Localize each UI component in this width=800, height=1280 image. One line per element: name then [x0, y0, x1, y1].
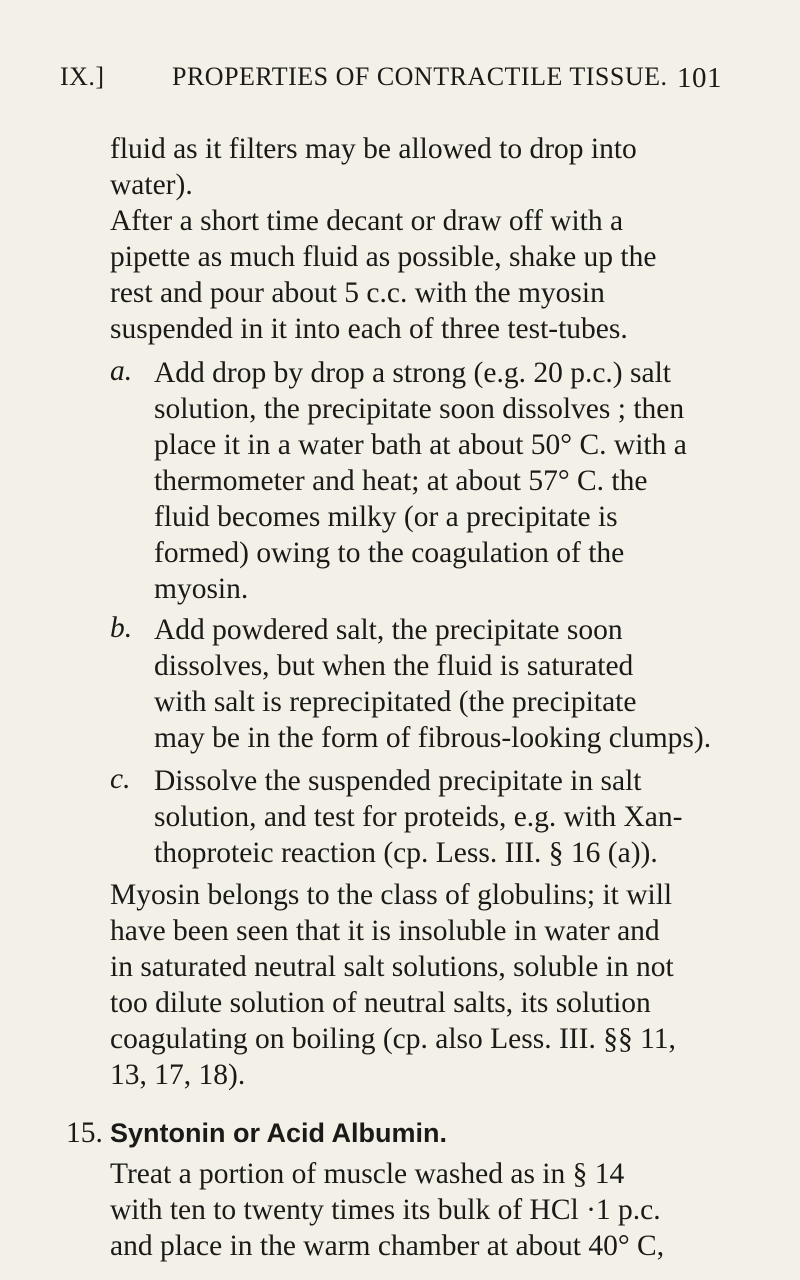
running-title: PROPERTIES OF CONTRACTILE TISSUE.: [172, 62, 668, 91]
text-line: fluid becomes milky (or a precipitate is: [154, 501, 618, 533]
text-line: thoproteic reaction (cp. Less. III. § 16 (a)).: [154, 837, 658, 869]
page-number: 101: [677, 62, 722, 94]
text-line: rest and pour about 5 c.c. with the myosin: [110, 277, 605, 309]
text-line: water).: [110, 169, 193, 201]
text-line: Add powdered salt, the precipitate soon: [154, 614, 623, 646]
item-marker-b: b.: [110, 612, 133, 644]
text-line: After a short time decant or draw off with a: [110, 205, 624, 237]
section-number: 15.: [66, 1117, 103, 1149]
text-line: thermometer and heat; at about 57° C. the: [154, 465, 648, 497]
text-line: solution, and test for proteids, e.g. with Xan-: [154, 801, 683, 833]
text-line: and place in the warm chamber at about 40° C,: [110, 1230, 665, 1262]
section-title: Syntonin or Acid Albumin.: [110, 1118, 447, 1148]
text-line: formed) owing to the coagulation of the: [154, 537, 625, 569]
text-line: 13, 17, 18).: [110, 1059, 246, 1091]
text-line: with ten to twenty times its bulk of HCl ·1 p.c.: [110, 1194, 661, 1226]
text-line: myosin.: [154, 573, 249, 605]
text-line: place it in a water bath at about 50° C. with a: [154, 429, 687, 461]
text-line: Dissolve the suspended precipitate in salt: [154, 765, 642, 797]
text-line: Add drop by drop a strong (e.g. 20 p.c.) salt: [154, 357, 671, 389]
text-line: have been seen that it is insoluble in water and: [110, 915, 660, 947]
item-marker-c: c.: [110, 763, 131, 795]
text-line: with salt is reprecipitated (the precipitate: [154, 686, 637, 718]
chapter-marker: IX.]: [60, 62, 105, 91]
text-line: may be in the form of fibrous-looking clumps).: [154, 722, 712, 754]
text-line: Treat a portion of muscle washed as in § 14: [110, 1158, 625, 1190]
text-line: suspended in it into each of three test-tubes.: [110, 313, 628, 345]
text-line: in saturated neutral salt solutions, soluble in not: [110, 951, 674, 983]
text-line: dissolves, but when the fluid is saturated: [154, 650, 634, 682]
text-line: solution, the precipitate soon dissolves ; then: [154, 393, 685, 425]
text-line: fluid as it filters may be allowed to drop into: [110, 133, 637, 165]
text-line: too dilute solution of neutral salts, its solution: [110, 987, 651, 1019]
text-line: coagulating on boiling (cp. also Less. III. §§ 11,: [110, 1023, 676, 1055]
running-header: [60, 62, 722, 102]
text-line: pipette as much fluid as possible, shake up the: [110, 241, 657, 273]
item-marker-a: a.: [110, 355, 133, 387]
text-line: Myosin belongs to the class of globulins; it will: [110, 879, 673, 911]
